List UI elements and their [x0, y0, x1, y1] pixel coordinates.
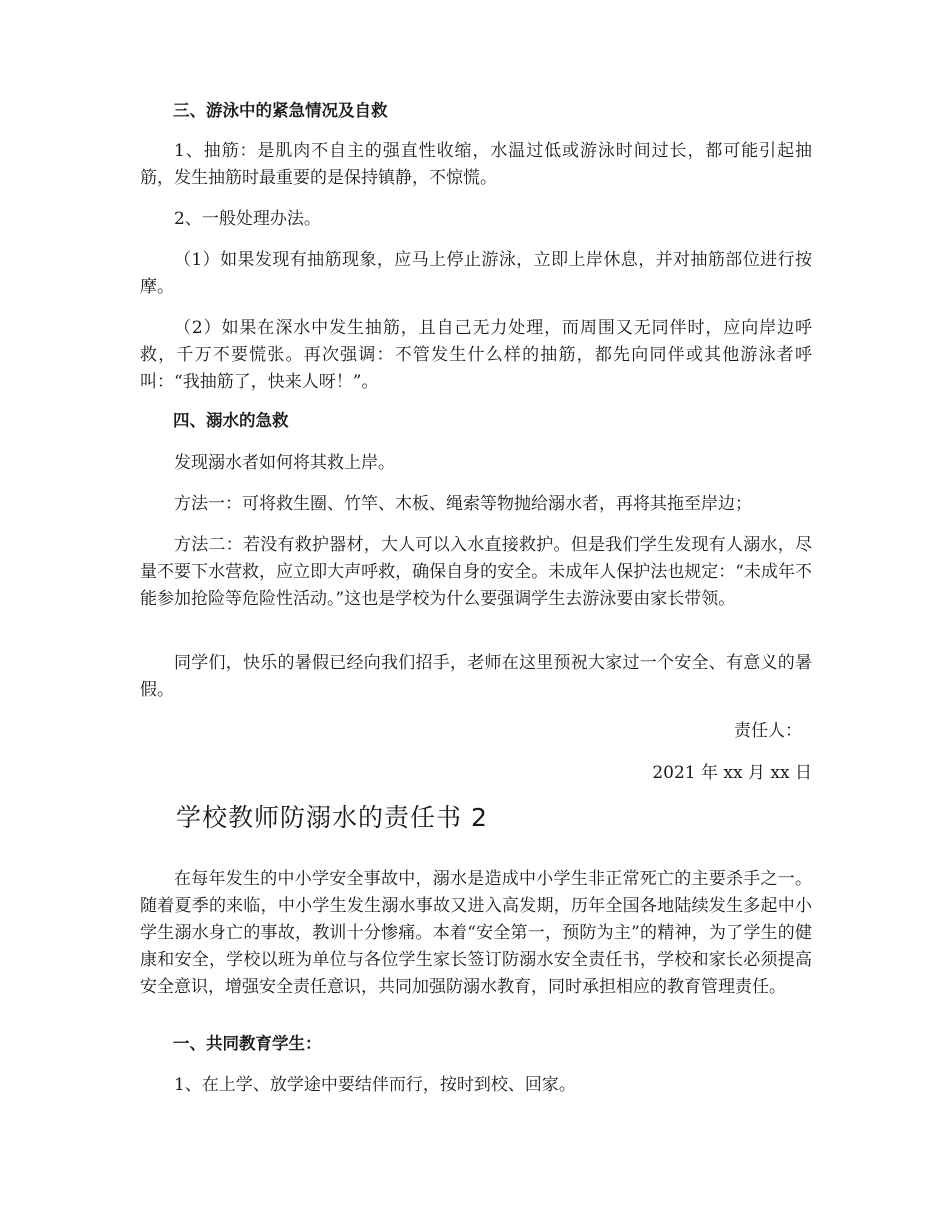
paragraph-doc2-intro: 在每年发生的中小学安全事故中，溺水是造成中小学生非正常死亡的主要杀手之一。随着夏季的来临，中小学生发生溺水事故又进入高发期，历年全国各地陆续发生多起中小学生溺水身亡的事故，教训十分惨痛。本着“安全第一，预防为主”的精神，为了学生的健康和安全，学校以班为单位与各位学生家长签订防溺水安全责任书，学校和家长必须提高安全意识，增强安全责任意识，共同加强防溺水教育，同时承担相应的教育管理责任。	[140, 869, 812, 997]
paragraph-treatment-1: （1）如果发现有抽筋现象，应马上停止游泳，立即上岸休息，并对抽筋部位进行按摩。	[140, 250, 812, 297]
signature-date: 2021 年 xx 月 xx 日	[652, 763, 812, 783]
paragraph-cramp-definition: 1、抽筋：是肌肉不自主的强直性收缩，水温过低或游泳时间过长，都可能引起抽筋，发生抽筋时最重要的是保持镇静，不惊慌。	[140, 141, 812, 188]
paragraph-rescue-intro: 发现溺水者如何将其救上岸。	[174, 453, 395, 473]
section-heading-education: 一、共同教育学生：	[173, 1034, 322, 1053]
list-item-commute: 1、在上学、放学途中要结伴而行，按时到校、回家。	[174, 1075, 576, 1095]
paragraph-method-1: 方法一：可将救生圈、竹竿、木板、绳索等物抛给溺水者，再将其拖至岸边；	[174, 494, 752, 514]
paragraph-method-2: 方法二：若没有救护器材，大人可以入水直接救护。但是我们学生发现有人溺水，尽量不要下水营救，应立即大声呼救，确保自身的安全。未成年人保护法也规定：“未成年不能参加抢险等危险性活动。”这也是学校为什么要强调学生去游泳要由家长带领。	[140, 535, 812, 609]
signature-responsible: 责任人：	[734, 721, 802, 741]
paragraph-summer-wish: 同学们，快乐的暑假已经向我们招手，老师在这里预祝大家过一个安全、有意义的暑假。	[140, 653, 812, 700]
section-heading-rescue: 四、溺水的急救	[173, 411, 289, 430]
document-title: 学校教师防溺水的责任书 2	[176, 803, 488, 832]
paragraph-general-treatment: 2、一般处理办法。	[174, 209, 321, 229]
paragraph-treatment-2: （2）如果在深水中发生抽筋，且自己无力处理，而周围又无同伴时，应向岸边呼救，千万不要慌张。再次强调：不管发生什么样的抽筋，都先向同伴或其他游泳者呼叫：“我抽筋了，快来人呀！”。	[140, 318, 812, 392]
section-heading-emergency: 三、游泳中的紧急情况及自救	[173, 101, 388, 120]
